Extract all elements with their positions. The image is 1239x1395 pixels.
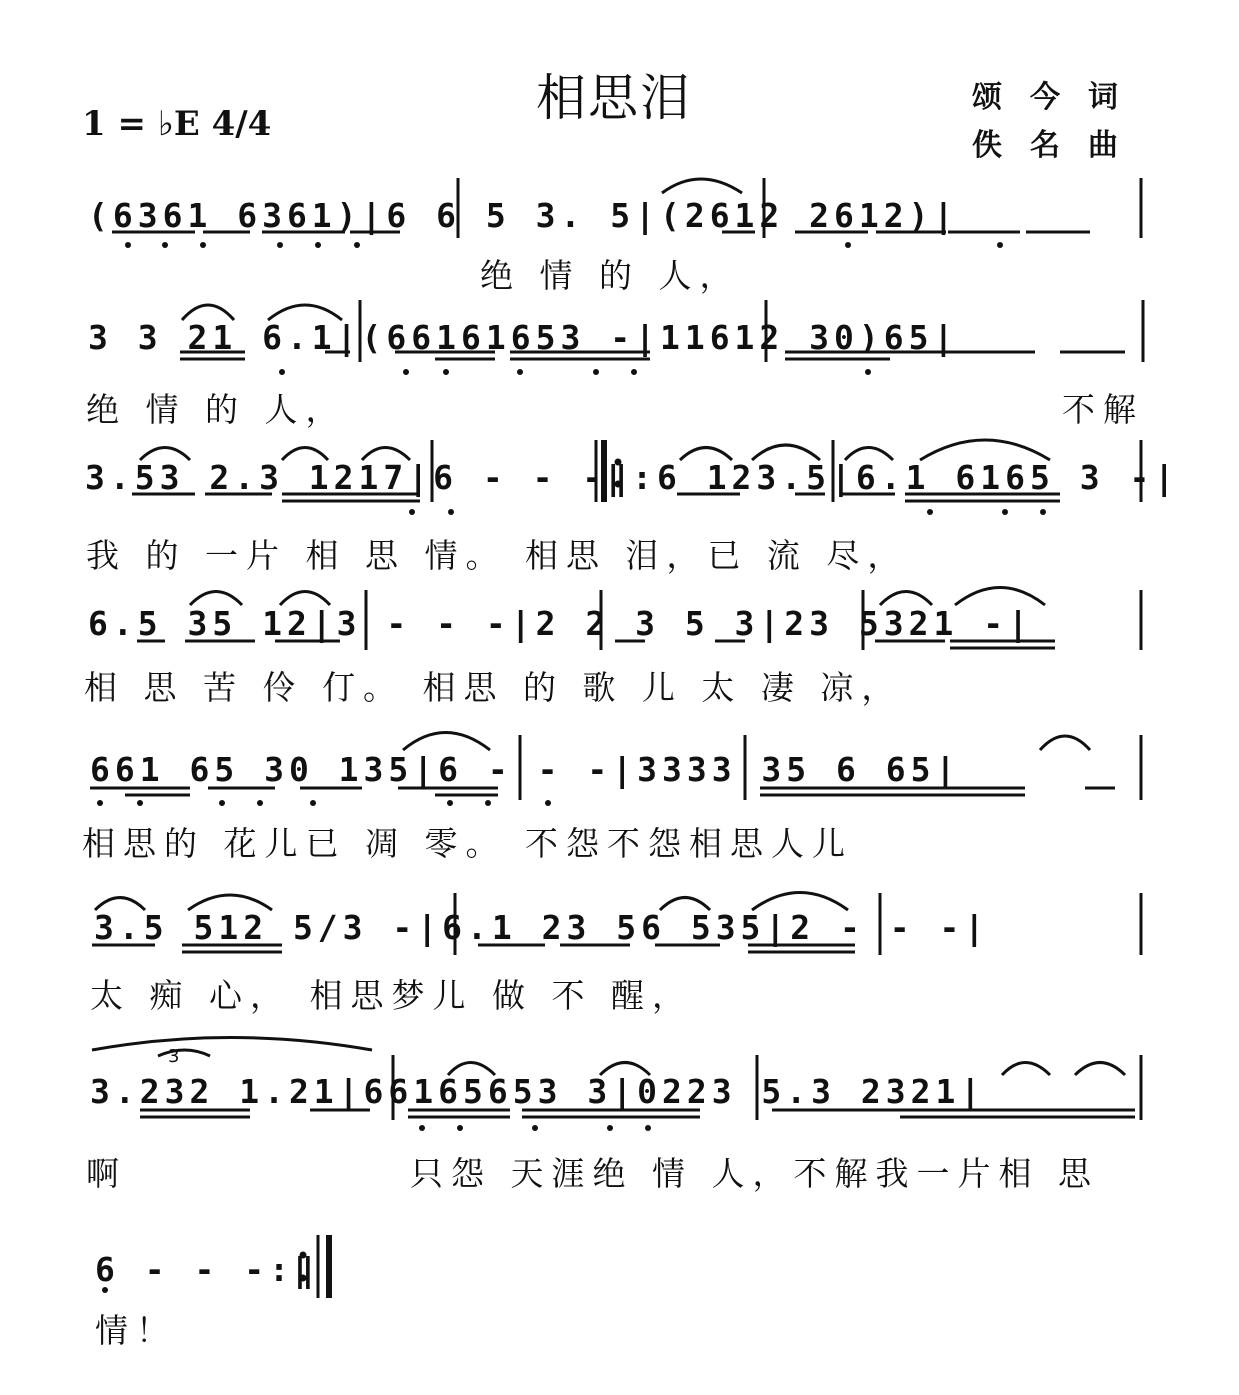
notation-row-3: 3.53 2.3 1217|6 - - -‖:6 123.5|6.1 6165 3 -| bbox=[85, 458, 1180, 497]
notation-row-6: 3.5 512 5/3 -|6.1 23 56 535|2 - - -| bbox=[94, 908, 990, 947]
key-signature: 1 = ♭E 4/4 bbox=[82, 104, 272, 144]
notation-row-7: 3.232 1.21|66165653 3|0223 5.3 2321| bbox=[90, 1072, 986, 1111]
notation-row-1: (6361 6361)|6 6 5 3. 5|(2612 2612)| bbox=[88, 196, 959, 235]
notation-row-8: 6 - - -:‖ bbox=[95, 1250, 319, 1289]
lyrics-row-2: 绝 情 的 人， bbox=[86, 390, 347, 429]
notation-row-4: 6.5 35 12|3 - - -|2 2 3 5 3|23 5321 -| bbox=[88, 604, 1033, 643]
composer-credit: 佚名曲 bbox=[972, 128, 1146, 163]
lyrics-row-1: 绝 情 的 人， bbox=[480, 256, 741, 295]
lyrics-row-7-start: 啊 bbox=[86, 1154, 127, 1193]
lyrics-row-8: 情！ bbox=[95, 1311, 177, 1350]
lyrics-row-5: 相思的 花儿已 凋 零。 不怨不怨相思人儿 bbox=[82, 824, 853, 863]
lyrics-row-7: 只怨 天涯绝 情 人，不解我一片相 思 bbox=[410, 1154, 1099, 1193]
song-title: 相思泪 bbox=[536, 69, 692, 127]
lyrics-row-2-end: 不解 bbox=[1062, 390, 1144, 429]
lyrics-row-3: 我 的 一片 相 思 情。 相思 泪，已 流 尽， bbox=[86, 536, 909, 575]
notation-row-2: 3 3 21 6.1|(66161653 -|11612 30)65| bbox=[88, 318, 959, 357]
notation-row-5: 661 65 30 135|6 - - -|3333 35 6 65| bbox=[90, 750, 961, 789]
svg-text:3: 3 bbox=[168, 1046, 180, 1067]
lyrics-row-6: 太 痴 心， 相思梦儿 做 不 醒， bbox=[90, 976, 693, 1015]
lyrics-row-4: 相 思 苦 伶 仃。 相思 的 歌 儿 太 凄 凉， bbox=[84, 668, 903, 707]
lyricist-credit: 颂今词 bbox=[972, 80, 1146, 115]
